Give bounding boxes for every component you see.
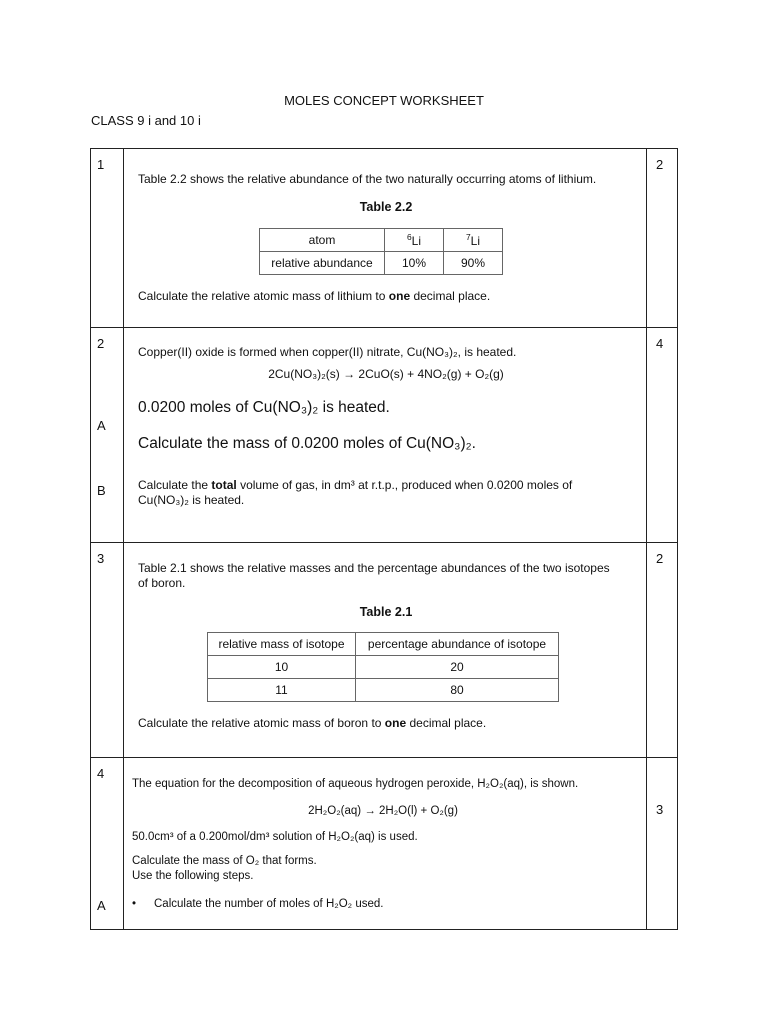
question-3-marks: 2 bbox=[656, 551, 664, 566]
worksheet-title: MOLES CONCEPT WORKSHEET bbox=[284, 93, 484, 108]
abundance-label: relative abundance bbox=[260, 252, 385, 275]
question-3-intro-line-1: Table 2.1 shows the relative masses and the percentage abundances of the two isotopes bbox=[138, 561, 610, 575]
question-4-number: 4 bbox=[97, 766, 105, 781]
boron-header-mass: relative mass of isotope bbox=[208, 633, 356, 656]
question-1-intro: Table 2.2 shows the relative abundance of the two naturally occurring atoms of lithium. bbox=[138, 172, 597, 186]
boron-row-1-mass: 10 bbox=[208, 656, 356, 679]
question-4-calc-line-1: Calculate the mass of O₂ that forms. bbox=[132, 855, 317, 867]
question-2-intro: Copper(II) oxide is formed when copper(II) nitrate, Cu(NO₃)₂, is heated. bbox=[138, 345, 517, 359]
lithium-6-abundance: 10% bbox=[385, 252, 444, 275]
question-4-content bbox=[124, 758, 646, 912]
question-1-content bbox=[124, 149, 646, 304]
question-1-prompt: Calculate the relative atomic mass of lithium to one decimal place. bbox=[138, 289, 491, 303]
question-2-marks: 4 bbox=[656, 336, 664, 351]
boron-row-2-abundance: 80 bbox=[356, 679, 559, 702]
questions-table bbox=[90, 148, 678, 930]
boron-header-abundance: percentage abundance of isotope bbox=[356, 633, 559, 656]
table-2-1-caption: Table 2.1 bbox=[359, 605, 413, 619]
question-2-content bbox=[124, 328, 646, 508]
table-2-2-caption: Table 2.2 bbox=[359, 200, 413, 214]
question-2-part-b-label: B bbox=[97, 483, 106, 498]
question-3-number: 3 bbox=[97, 551, 105, 566]
question-2-part-a-label: A bbox=[97, 418, 106, 433]
boron-row-1-abundance: 20 bbox=[356, 656, 559, 679]
question-2-part-b-line-1: Calculate the total volume of gas, in dm³ at r.t.p., produced when 0.0200 moles of bbox=[138, 478, 573, 492]
question-3-prompt: Calculate the relative atomic mass of boron to one decimal place. bbox=[138, 716, 487, 730]
lithium-table bbox=[259, 228, 503, 275]
question-1-number: 1 bbox=[97, 157, 105, 172]
question-2-equation: 2Cu(NO₃)₂(s) → 2CuO(s) + 4NO₂(g) + O₂(g) bbox=[268, 367, 504, 381]
lithium-atom-label: atom bbox=[260, 229, 385, 252]
lithium-6-cell: $^6$Li bbox=[385, 229, 444, 252]
question-4-solution: 50.0cm³ of a 0.200mol/dm³ solution of H₂O₂(aq) is used. bbox=[132, 831, 418, 843]
question-2-part-a-line-1: 0.0200 moles of Cu(NO₃)₂ is heated. bbox=[138, 399, 390, 416]
class-line: CLASS 9 i and 10 i bbox=[91, 113, 201, 128]
boron-row-2-mass: 11 bbox=[208, 679, 356, 702]
bullet-icon: • bbox=[132, 898, 137, 910]
question-4-equation: 2H₂O₂(aq) → 2H₂O(l) + O₂(g) bbox=[308, 805, 458, 817]
question-3-intro-line-2: of boron. bbox=[138, 576, 186, 590]
lithium-7-abundance: 90% bbox=[444, 252, 503, 275]
question-4-row bbox=[91, 758, 678, 930]
question-2-part-a-line-2: Calculate the mass of 0.0200 moles of Cu(NO₃)₂. bbox=[138, 435, 476, 452]
question-4-part-a-label: A bbox=[97, 898, 106, 913]
question-4-bullet-item: • Calculate the number of moles of H₂O₂ used. bbox=[132, 898, 384, 910]
question-1-row bbox=[91, 149, 678, 328]
question-4-marks: 3 bbox=[656, 802, 664, 817]
question-2-number: 2 bbox=[97, 336, 105, 351]
question-3-content bbox=[124, 543, 646, 731]
question-2-row bbox=[91, 328, 678, 543]
question-2-part-b-line-2: Cu(NO₃)₂ is heated. bbox=[138, 493, 245, 507]
question-3-row bbox=[91, 543, 678, 758]
question-1-marks: 2 bbox=[656, 157, 664, 172]
question-4-calc-line-2: Use the following steps. bbox=[132, 870, 254, 882]
boron-table bbox=[207, 632, 559, 702]
lithium-7-cell: $^7$Li bbox=[444, 229, 503, 252]
question-4-intro: The equation for the decomposition of aqueous hydrogen peroxide, H₂O₂(aq), is shown. bbox=[132, 778, 579, 790]
